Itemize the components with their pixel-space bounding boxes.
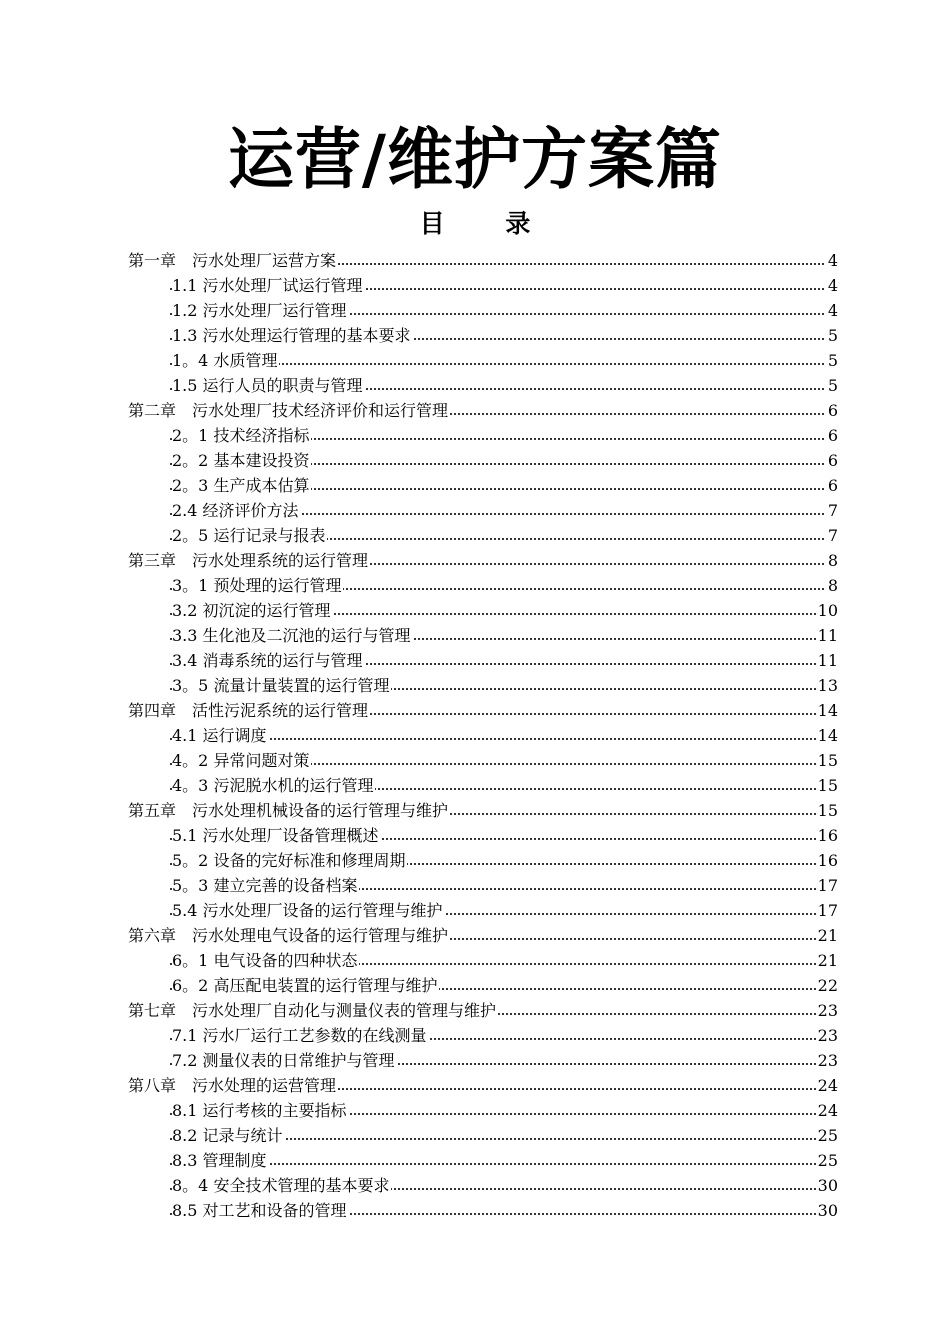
toc-entry-title: 5。3 建立完善的设备档案 <box>172 873 359 898</box>
toc-entry-title: 5.4 污水处理厂设备的运行管理与维护 <box>172 898 445 923</box>
toc-page-number: 6 <box>826 423 838 448</box>
toc-page-number: 30 <box>816 1173 838 1198</box>
toc-section-entry[interactable] <box>0 648 950 673</box>
toc-entry-title: 1.2 污水处理厂运行管理 <box>172 298 349 323</box>
toc-section-entry[interactable] <box>0 598 950 623</box>
toc-page-number: 11 <box>816 623 838 648</box>
toc-entry-title: 5.1 污水处理厂设备管理概述 <box>172 823 381 848</box>
toc-entry-title: 第七章 污水处理厂自动化与测量仪表的管理与维护 <box>128 998 498 1023</box>
toc-entry-title: 2。3 生产成本估算 <box>172 473 311 498</box>
toc-page-number: 15 <box>816 748 838 773</box>
toc-section-entry[interactable] <box>0 1023 950 1048</box>
toc-entry-title: 8.3 管理制度 <box>172 1148 269 1173</box>
toc-page-number: 13 <box>816 673 838 698</box>
toc-page-number: 6 <box>826 448 838 473</box>
toc-page-number: 30 <box>816 1198 838 1223</box>
document-title: 运营/维护方案篇 <box>227 121 723 198</box>
toc-section-entry[interactable] <box>0 848 950 873</box>
toc-section-entry[interactable] <box>0 748 950 773</box>
toc-page-number: 15 <box>816 773 838 798</box>
toc-entry-title: 3.4 消毒系统的运行与管理 <box>172 648 365 673</box>
toc-page-number: 7 <box>826 523 838 548</box>
toc-entry-title: 3。1 预处理的运行管理 <box>172 573 343 598</box>
toc-dot-leader <box>170 738 828 740</box>
toc-entry-title: 5。2 设备的完好标准和修理周期 <box>172 848 407 873</box>
toc-heading: 目 录 <box>419 209 557 238</box>
toc-section-entry[interactable] <box>0 1048 950 1073</box>
toc-entry-title: 第三章 污水处理系统的运行管理 <box>128 548 370 573</box>
toc-section-entry[interactable] <box>0 473 950 498</box>
toc-section-entry[interactable] <box>0 1198 950 1223</box>
toc-entry-title: 6。1 电气设备的四种状态 <box>172 948 359 973</box>
toc-entry-title: 8。4 安全技术管理的基本要求 <box>172 1173 391 1198</box>
toc-entry-title: 2。5 运行记录与报表 <box>172 523 327 548</box>
toc-entry-title: 第八章 污水处理的运营管理 <box>128 1073 338 1098</box>
toc-entry-title: 3.3 生化池及二沉池的运行与管理 <box>172 623 413 648</box>
toc-entry-title: 6。2 高压配电装置的运行管理与维护 <box>172 973 439 998</box>
toc-entry-title: 7.2 测量仪表的日常维护与管理 <box>172 1048 397 1073</box>
toc-entry-title: 第一章 污水处理厂运营方案 <box>128 248 338 273</box>
toc-page-number: 14 <box>816 698 838 723</box>
toc-page-number: 16 <box>816 823 838 848</box>
toc-entry-title: 2。1 技术经济指标 <box>172 423 311 448</box>
toc-entry-title: 第四章 活性污泥系统的运行管理 <box>128 698 370 723</box>
toc-chapter-entry[interactable] <box>0 998 950 1023</box>
toc-section-entry[interactable] <box>0 873 950 898</box>
toc-page-number: 23 <box>816 1048 838 1073</box>
toc-section-entry[interactable] <box>0 448 950 473</box>
toc-entry-title: 8.5 对工艺和设备的管理 <box>172 1198 349 1223</box>
toc-entry-title: 1.5 运行人员的职责与管理 <box>172 373 365 398</box>
toc-page-number: 22 <box>816 973 838 998</box>
toc-entry-title: 2。2 基本建设投资 <box>172 448 311 473</box>
toc-page-number: 16 <box>816 848 838 873</box>
toc-page-number: 15 <box>816 798 838 823</box>
toc-page-number: 10 <box>816 598 838 623</box>
toc-section-entry[interactable] <box>0 573 950 598</box>
toc-chapter-entry[interactable] <box>0 698 950 723</box>
toc-entry-title: 1。4 水质管理 <box>172 348 279 373</box>
toc-page-number: 8 <box>826 573 838 598</box>
toc-page-number: 25 <box>816 1123 838 1148</box>
toc-chapter-entry[interactable] <box>0 1073 950 1098</box>
toc-section-entry[interactable] <box>0 523 950 548</box>
toc-dot-leader <box>170 1163 828 1165</box>
toc-entry-title: 3.2 初沉淀的运行管理 <box>172 598 333 623</box>
toc-page-number: 4 <box>826 298 838 323</box>
toc-entry-title: 7.1 污水厂运行工艺参数的在线测量 <box>172 1023 429 1048</box>
toc-entry-title: 4。2 异常问题对策 <box>172 748 311 773</box>
toc-entry-title: 1.3 污水处理运行管理的基本要求 <box>172 323 413 348</box>
toc-section-entry[interactable] <box>0 623 950 648</box>
toc-page-number: 5 <box>826 373 838 398</box>
toc-chapter-entry[interactable] <box>0 548 950 573</box>
toc-page-number: 25 <box>816 1148 838 1173</box>
toc-entry-title: 3。5 流量计量装置的运行管理 <box>172 673 391 698</box>
toc-entry-title: 4。3 污泥脱水机的运行管理 <box>172 773 375 798</box>
toc-section-entry[interactable] <box>0 898 950 923</box>
toc-page-number: 23 <box>816 1023 838 1048</box>
toc-page-number: 4 <box>826 273 838 298</box>
toc-page-number: 21 <box>816 948 838 973</box>
toc-section-entry[interactable] <box>0 1123 950 1148</box>
toc-page-number: 14 <box>816 723 838 748</box>
toc-section-entry[interactable] <box>0 348 950 373</box>
toc-page-number: 24 <box>816 1098 838 1123</box>
toc-section-entry[interactable] <box>0 1173 950 1198</box>
toc-page-number: 6 <box>826 473 838 498</box>
toc-page-number: 11 <box>816 648 838 673</box>
table-of-contents <box>0 248 950 1223</box>
toc-entry-title: 4.1 运行调度 <box>172 723 269 748</box>
toc-chapter-entry[interactable] <box>0 248 950 273</box>
toc-page-number: 23 <box>816 998 838 1023</box>
toc-page-number: 5 <box>826 323 838 348</box>
toc-section-entry[interactable] <box>0 823 950 848</box>
toc-section-entry[interactable] <box>0 673 950 698</box>
toc-page-number: 17 <box>816 898 838 923</box>
toc-section-entry[interactable] <box>0 1148 950 1173</box>
toc-entry-title: 8.2 记录与统计 <box>172 1123 285 1148</box>
toc-entry-title: 第五章 污水处理机械设备的运行管理与维护 <box>128 798 450 823</box>
toc-page-number: 5 <box>826 348 838 373</box>
toc-section-entry[interactable] <box>0 973 950 998</box>
toc-section-entry[interactable] <box>0 773 950 798</box>
toc-section-entry[interactable] <box>0 723 950 748</box>
toc-entry-title: 8.1 运行考核的主要指标 <box>172 1098 349 1123</box>
toc-page-number: 24 <box>816 1073 838 1098</box>
toc-page-number: 7 <box>826 498 838 523</box>
toc-page-number: 21 <box>816 923 838 948</box>
toc-section-entry[interactable] <box>0 323 950 348</box>
toc-page-number: 4 <box>826 248 838 273</box>
toc-chapter-entry[interactable] <box>0 398 950 423</box>
toc-section-entry[interactable] <box>0 298 950 323</box>
toc-section-entry[interactable] <box>0 423 950 448</box>
toc-section-entry[interactable] <box>0 1098 950 1123</box>
toc-chapter-entry[interactable] <box>0 923 950 948</box>
toc-page-number: 8 <box>826 548 838 573</box>
toc-entry-title: 1.1 污水处理厂试运行管理 <box>172 273 365 298</box>
toc-section-entry[interactable] <box>0 498 950 523</box>
toc-entry-title: 2.4 经济评价方法 <box>172 498 301 523</box>
toc-section-entry[interactable] <box>0 373 950 398</box>
toc-section-entry[interactable] <box>0 273 950 298</box>
toc-page-number: 6 <box>826 398 838 423</box>
toc-entry-title: 第二章 污水处理厂技术经济评价和运行管理 <box>128 398 450 423</box>
toc-section-entry[interactable] <box>0 948 950 973</box>
toc-entry-title: 第六章 污水处理电气设备的运行管理与维护 <box>128 923 450 948</box>
toc-chapter-entry[interactable] <box>0 798 950 823</box>
toc-page-number: 17 <box>816 873 838 898</box>
